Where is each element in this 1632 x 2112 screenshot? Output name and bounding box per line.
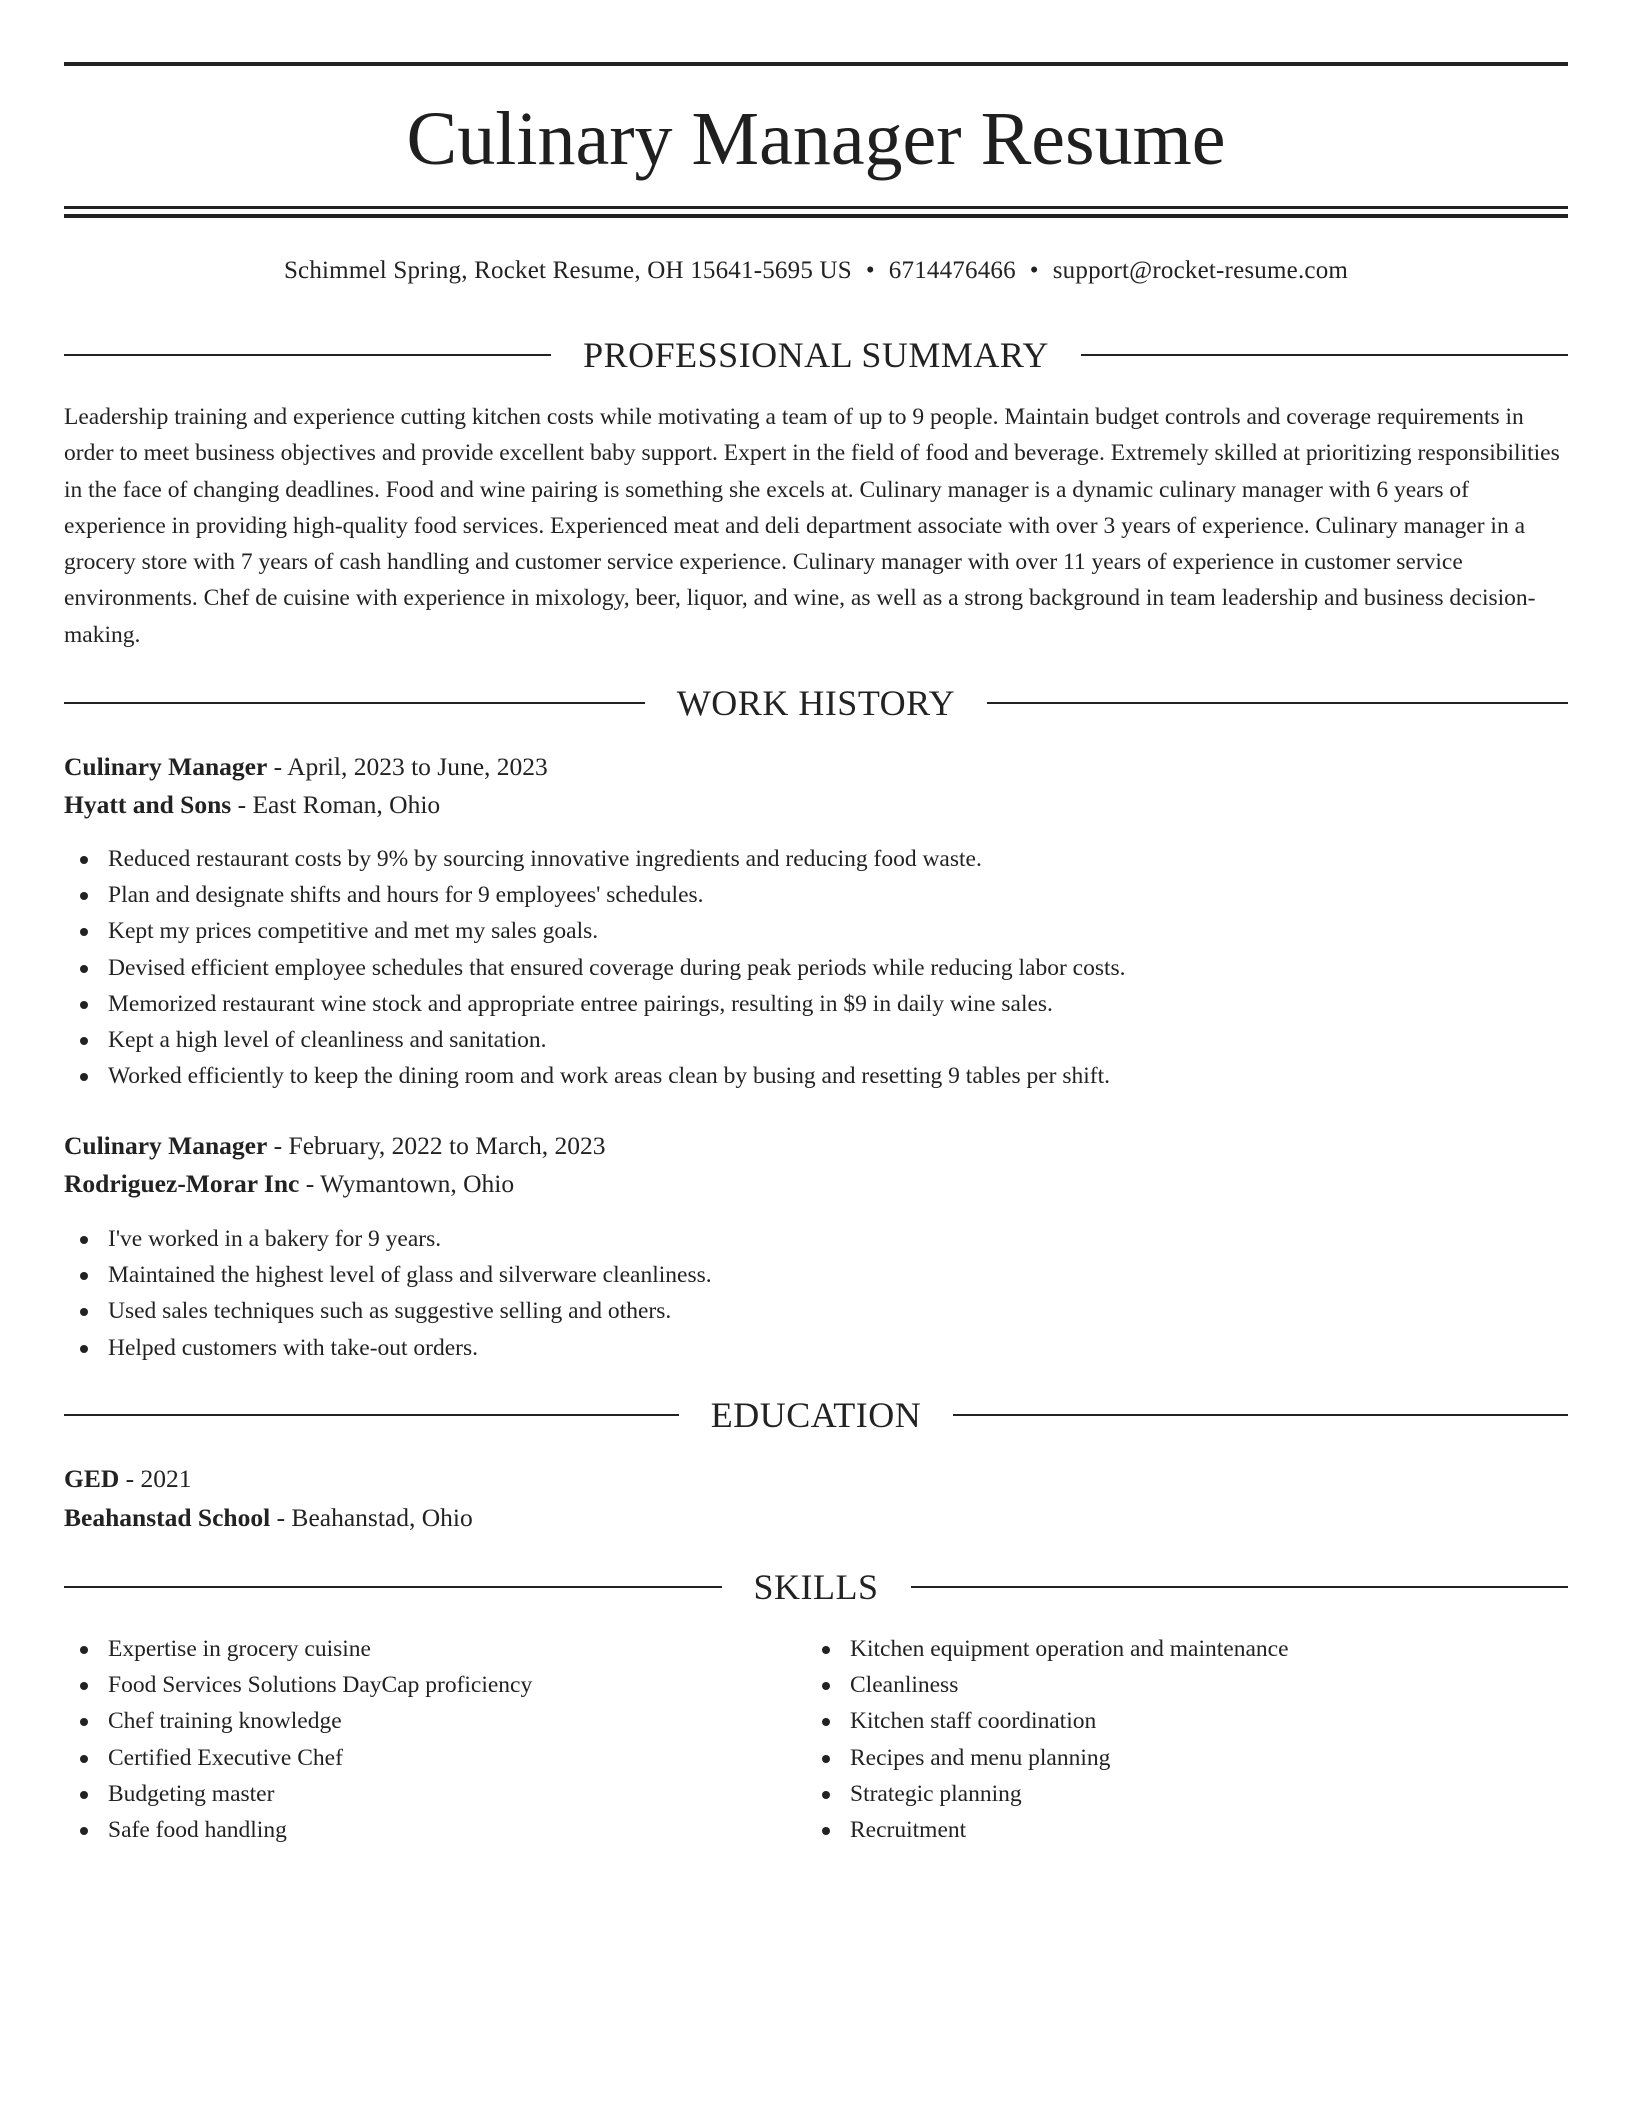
heading-rule-right <box>1081 354 1568 356</box>
education-year: - 2021 <box>119 1464 192 1493</box>
job-bullets <box>64 841 1568 1094</box>
education-school-line <box>64 1500 1568 1536</box>
job-bullet: I've worked in a bakery for 9 years. <box>64 1221 1568 1257</box>
work-history-heading <box>64 681 1568 725</box>
skills-list-right <box>806 1631 1632 1848</box>
header-bottom-rule-2 <box>64 214 1568 218</box>
job-bullet: Devised efficient employee schedules that ensured coverage during peak periods while reducing labor costs. <box>64 950 1568 986</box>
job-dates: - February, 2022 to March, 2023 <box>267 1131 606 1160</box>
heading-rule-left <box>64 1586 722 1588</box>
contact-phone: 6714476466 <box>888 257 1016 284</box>
job-company: Rodriguez-Morar Inc <box>64 1169 300 1198</box>
skill-item: Safe food handling <box>64 1812 1568 1848</box>
skill-item: Budgeting master <box>64 1776 1568 1812</box>
education-heading <box>64 1393 1568 1437</box>
heading-rule-right <box>953 1414 1568 1416</box>
job-bullet: Kept a high level of cleanliness and sanitation. <box>64 1022 1568 1058</box>
contact-separator: • <box>865 257 875 284</box>
job-bullet: Reduced restaurant costs by 9% by sourcing innovative ingredients and reducing food waste. <box>64 841 1568 877</box>
heading-rule-right <box>911 1586 1569 1588</box>
job-bullets <box>64 1221 1568 1366</box>
contact-address: Schimmel Spring, Rocket Resume, OH 15641-5695 US <box>283 257 852 284</box>
skill-item: Food Services Solutions DayCap proficiency <box>64 1667 1568 1703</box>
skill-item: Expertise in grocery cuisine <box>64 1631 1568 1667</box>
heading-rule-left <box>64 354 551 356</box>
heading-rule-right <box>987 702 1568 704</box>
header-bottom-rule-1 <box>64 206 1568 209</box>
skill-item: Certified Executive Chef <box>64 1740 1568 1776</box>
summary-heading <box>64 333 1568 377</box>
skill-item: Recruitment <box>806 1812 1632 1848</box>
job-company: Hyatt and Sons <box>64 790 232 819</box>
job-title: Culinary Manager <box>64 1131 268 1160</box>
skill-item: Chef training knowledge <box>64 1703 1568 1739</box>
heading-rule-left <box>64 702 645 704</box>
job-location: - Wymantown, Ohio <box>299 1169 515 1198</box>
job-bullet: Maintained the highest level of glass and silverware cleanliness. <box>64 1257 1568 1293</box>
job-bullet: Used sales techniques such as suggestive selling and others. <box>64 1293 1568 1329</box>
resume-title: Culinary Manager Resume <box>406 97 1226 181</box>
education-degree-line <box>64 1461 1568 1497</box>
education-school: Beahanstad School <box>64 1503 271 1532</box>
skill-item: Cleanliness <box>806 1667 1632 1703</box>
job-company-line <box>64 787 1568 823</box>
job-dates: - April, 2023 to June, 2023 <box>267 752 548 781</box>
contact-line <box>64 254 1568 288</box>
job-bullet: Kept my prices competitive and met my sales goals. <box>64 913 1568 949</box>
summary-heading-label: PROFESSIONAL SUMMARY <box>583 335 1049 375</box>
job-bullet: Worked efficiently to keep the dining room and work areas clean by busing and resetting 9 tables per shift. <box>64 1058 1568 1094</box>
education-degree: GED <box>64 1464 120 1493</box>
job-company-line <box>64 1166 1568 1202</box>
heading-rule-left <box>64 1414 679 1416</box>
skill-item: Recipes and menu planning <box>806 1740 1632 1776</box>
skill-item: Kitchen staff coordination <box>806 1703 1632 1739</box>
summary-text: Leadership training and experience cutting kitchen costs while motivating a team of up to 9 people. Maintain budget controls and coverage requirements in order to meet business objectives and provide excellent baby support. Expert in the field of food and beverage. Extremely skilled at prioritizing responsibilities in the face of changing deadlines. Food and wine pairing is something she excels at. Culinary manager is a dynamic culinary manager with 6 years of experience in providing high-quality food services. Experienced meat and deli department associate with over 3 years of experience. Culinary manager in a grocery store with 7 years of cash handling and customer service experience. Culinary manager with over 11 years of experience in customer service environments. Chef de cuisine with experience in mixology, beer, liquor, and wine, as well as a strong background in team leadership and business decision-making. <box>64 404 1560 648</box>
job-bullet: Helped customers with take-out orders. <box>64 1330 1568 1366</box>
education-heading-label: EDUCATION <box>710 1395 922 1435</box>
skill-item: Strategic planning <box>806 1776 1632 1812</box>
job-title-line <box>64 1128 1568 1164</box>
skills-heading <box>64 1565 1568 1609</box>
contact-separator: • <box>1029 257 1039 284</box>
job-title-line <box>64 749 1568 785</box>
job-title: Culinary Manager <box>64 752 268 781</box>
job-bullet: Plan and designate shifts and hours for 9 employees' schedules. <box>64 877 1568 913</box>
contact-email: support@rocket-resume.com <box>1052 257 1349 284</box>
education-location: - Beahanstad, Ohio <box>270 1503 473 1532</box>
skills-heading-label: SKILLS <box>753 1567 879 1607</box>
header-top-rule <box>64 62 1568 66</box>
work-history-heading-label: WORK HISTORY <box>676 683 956 723</box>
job-location: - East Roman, Ohio <box>231 790 441 819</box>
skill-item: Kitchen equipment operation and maintenance <box>806 1631 1632 1667</box>
job-bullet: Memorized restaurant wine stock and appropriate entree pairings, resulting in $9 in daily wine sales. <box>64 986 1568 1022</box>
